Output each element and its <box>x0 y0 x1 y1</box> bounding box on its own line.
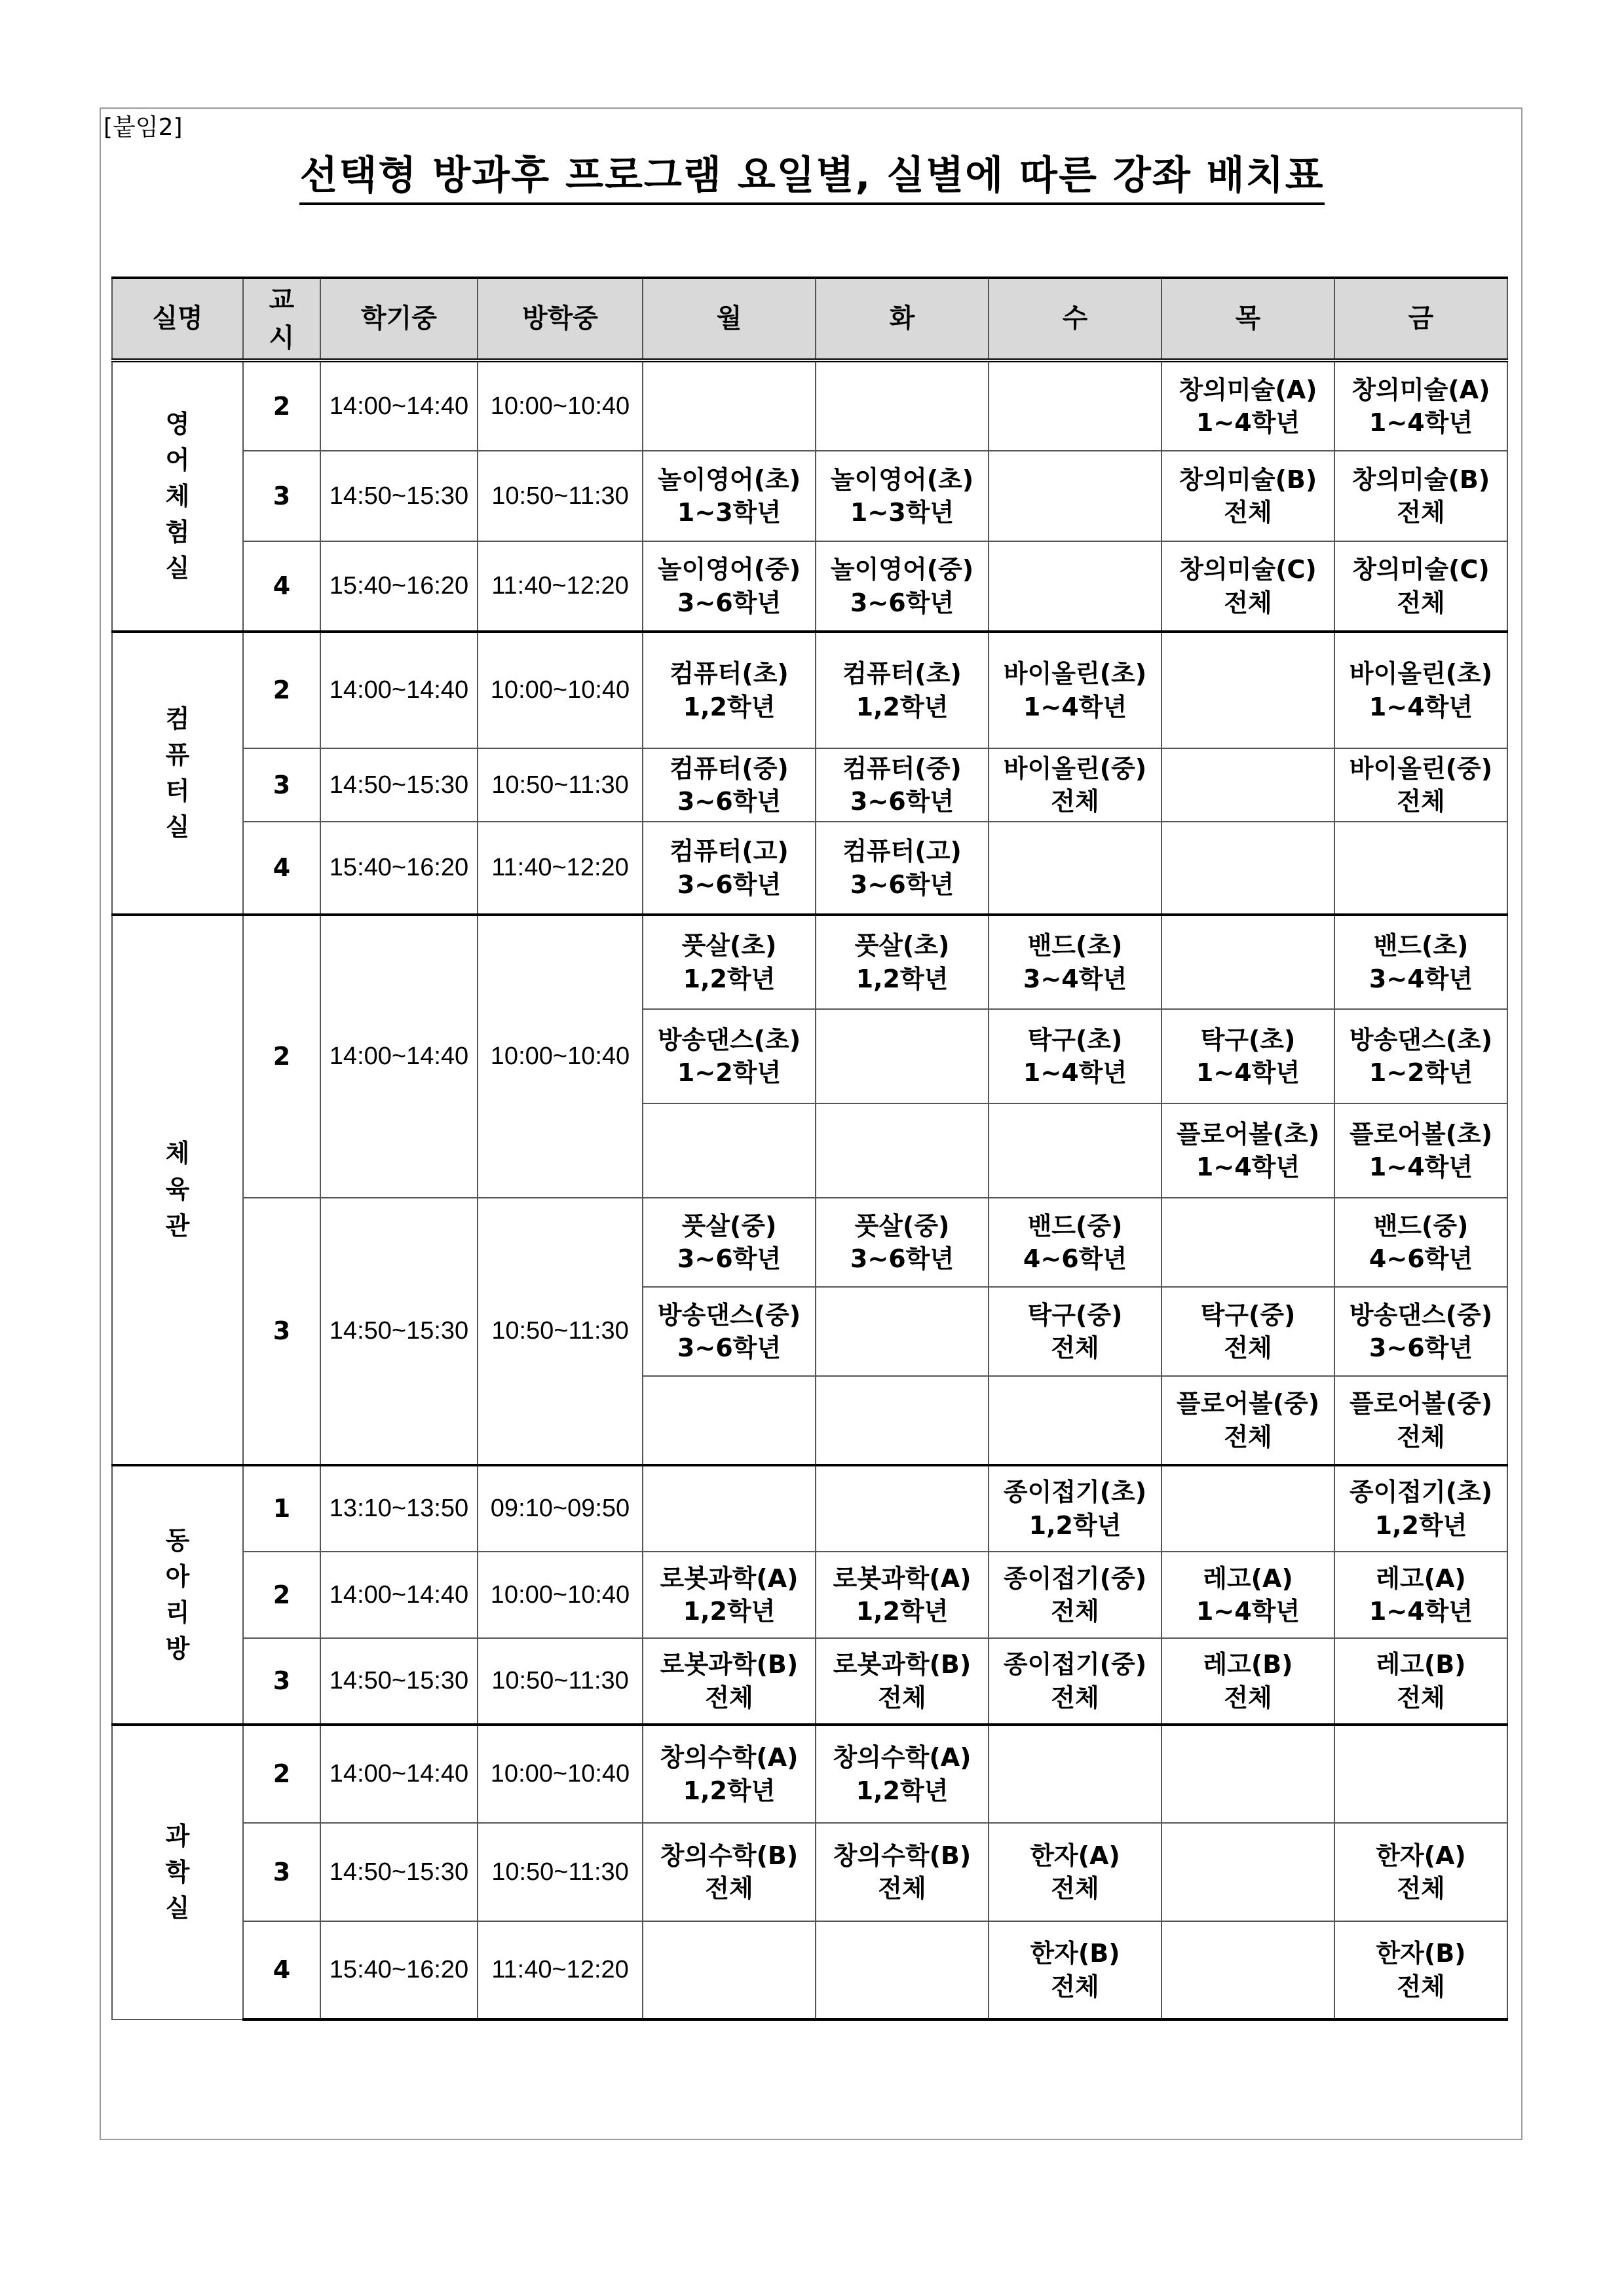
page-title-text: 선택형 방과후 프로그램 요일별, 실별에 따른 강좌 배치표 <box>299 153 1324 205</box>
class-cell <box>643 1725 816 1823</box>
class-cell <box>989 1009 1161 1103</box>
class-cell <box>1161 1009 1334 1103</box>
course-name: 로봇과학(B) <box>833 1650 972 1679</box>
period-cell: 4 <box>243 1921 320 2019</box>
room-gym: 체육관 <box>112 915 243 1465</box>
course-name: 방송댄스(초) <box>657 1025 801 1054</box>
period-cell: 4 <box>243 822 320 915</box>
class-cell <box>989 915 1161 1009</box>
table-row <box>112 541 1507 632</box>
class-cell <box>1161 1376 1334 1465</box>
header-thu: 목 <box>1161 278 1334 360</box>
class-cell <box>816 360 989 451</box>
course-name: 컴퓨터(초) <box>842 659 962 689</box>
course-grade: 3~6학년 <box>677 1333 782 1362</box>
class-cell <box>1334 1921 1507 2019</box>
course-name: 레고(A) <box>1376 1563 1466 1593</box>
class-cell <box>1334 541 1507 632</box>
class-cell <box>989 1376 1161 1465</box>
period-cell: 3 <box>243 451 320 541</box>
class-cell <box>989 1552 1161 1638</box>
course-name: 플로어볼(중) <box>1349 1389 1493 1419</box>
class-cell <box>643 1287 816 1376</box>
semester-time: 14:50~15:30 <box>320 1823 478 1921</box>
course-name: 방송댄스(초) <box>1349 1025 1493 1054</box>
course-grade: 전체 <box>1397 1874 1445 1903</box>
class-cell <box>816 1198 989 1287</box>
class-cell <box>816 451 989 541</box>
course-grade: 1~4학년 <box>1196 1597 1300 1626</box>
course-name: 놀이영어(중) <box>657 555 801 584</box>
course-grade: 전체 <box>1397 588 1445 617</box>
class-cell <box>989 1725 1161 1823</box>
course-grade: 1,2학년 <box>683 1776 776 1805</box>
course-name: 한자(A) <box>1030 1841 1120 1870</box>
class-cell <box>816 1921 989 2019</box>
class-cell <box>1161 1638 1334 1725</box>
course-name: 밴드(초) <box>1027 931 1123 961</box>
period-cell: 2 <box>243 915 320 1198</box>
course-grade: 1,2학년 <box>1029 1510 1122 1540</box>
course-name: 밴드(초) <box>1373 931 1469 961</box>
header-mon: 월 <box>643 278 816 360</box>
class-cell <box>1161 451 1334 541</box>
class-cell <box>1334 1287 1507 1376</box>
course-grade: 전체 <box>1397 1683 1445 1712</box>
class-cell <box>1334 1009 1507 1103</box>
class-cell <box>989 360 1161 451</box>
class-cell <box>816 1823 989 1921</box>
course-name: 탁구(초) <box>1200 1025 1296 1054</box>
class-cell <box>816 1287 989 1376</box>
course-grade: 1~4학년 <box>1369 1153 1473 1181</box>
course-name: 레고(B) <box>1376 1650 1466 1679</box>
class-cell <box>816 632 989 748</box>
period-cell: 3 <box>243 748 320 822</box>
course-grade: 1~3학년 <box>850 498 954 527</box>
course-grade: 3~4학년 <box>1023 964 1127 993</box>
header-row <box>112 278 1507 360</box>
course-name: 종이접기(중) <box>1003 1650 1147 1679</box>
course-name: 창의수학(B) <box>833 1841 972 1870</box>
course-name: 레고(B) <box>1203 1650 1293 1679</box>
class-cell <box>643 1638 816 1725</box>
class-cell <box>816 1552 989 1638</box>
table-row <box>112 1725 1507 1823</box>
course-name: 한자(B) <box>1030 1939 1120 1968</box>
course-grade: 1~4학년 <box>1369 692 1473 721</box>
period-cell: 3 <box>243 1823 320 1921</box>
vacation-time: 09:10~09:50 <box>478 1465 643 1552</box>
class-cell <box>643 1921 816 2019</box>
table-row <box>112 632 1507 748</box>
course-name: 컴퓨터(중) <box>670 754 789 783</box>
course-grade: 3~6학년 <box>850 588 954 617</box>
course-grade: 3~6학년 <box>1369 1333 1473 1362</box>
header-semester: 학기중 <box>320 278 478 360</box>
class-cell <box>1161 541 1334 632</box>
course-name: 플로어볼(중) <box>1176 1389 1320 1419</box>
course-name: 한자(A) <box>1376 1841 1466 1870</box>
class-cell <box>1161 1921 1334 2019</box>
class-cell <box>1334 632 1507 748</box>
course-grade: 전체 <box>1224 1422 1272 1451</box>
course-name: 밴드(중) <box>1027 1211 1123 1240</box>
class-cell <box>989 451 1161 541</box>
vacation-time: 10:50~11:30 <box>478 748 643 822</box>
class-cell <box>643 360 816 451</box>
class-cell <box>1334 822 1507 915</box>
course-grade: 3~6학년 <box>677 787 782 816</box>
class-cell <box>1161 1103 1334 1198</box>
class-cell <box>643 541 816 632</box>
course-grade: 3~6학년 <box>677 870 782 899</box>
class-cell <box>989 1103 1161 1198</box>
header-fri: 금 <box>1334 278 1507 360</box>
class-cell <box>816 1376 989 1465</box>
semester-time: 14:00~14:40 <box>320 1725 478 1823</box>
class-cell <box>1161 1725 1334 1823</box>
class-cell <box>643 1465 816 1552</box>
semester-time: 14:00~14:40 <box>320 360 478 451</box>
class-cell <box>989 822 1161 915</box>
course-grade: 1~4학년 <box>1196 1153 1300 1181</box>
course-grade: 1,2학년 <box>1374 1510 1467 1540</box>
course-name: 창의미술(B) <box>1351 465 1490 494</box>
class-cell <box>1334 1103 1507 1198</box>
course-grade: 전체 <box>1051 1597 1099 1626</box>
course-name: 놀이영어(초) <box>830 465 974 494</box>
class-cell <box>1334 1725 1507 1823</box>
class-cell <box>643 1198 816 1287</box>
course-name: 탁구(중) <box>1200 1300 1296 1330</box>
course-name: 한자(B) <box>1376 1939 1466 1968</box>
class-cell <box>816 541 989 632</box>
room-science: 과학실 <box>112 1725 243 2019</box>
course-name: 방송댄스(중) <box>1349 1300 1493 1330</box>
class-cell <box>1161 1465 1334 1552</box>
course-name: 풋살(중) <box>681 1211 777 1240</box>
semester-time: 14:00~14:40 <box>320 915 478 1198</box>
class-cell <box>989 1198 1161 1287</box>
vacation-time: 10:50~11:30 <box>478 1198 643 1465</box>
class-cell <box>643 822 816 915</box>
class-cell <box>816 1009 989 1103</box>
period-cell: 3 <box>243 1198 320 1465</box>
course-grade: 1~4학년 <box>1023 692 1127 721</box>
vacation-time: 11:40~12:20 <box>478 541 643 632</box>
class-cell <box>643 1376 816 1465</box>
class-cell <box>989 1638 1161 1725</box>
course-grade: 전체 <box>1224 1683 1272 1712</box>
class-cell <box>989 748 1161 822</box>
course-name: 풋살(초) <box>854 931 950 961</box>
schedule-table <box>111 277 1508 2021</box>
class-cell <box>1334 1376 1507 1465</box>
table-row <box>112 1921 1507 2019</box>
course-name: 창의수학(A) <box>833 1743 972 1772</box>
course-name: 컴퓨터(고) <box>842 837 962 866</box>
course-grade: 전체 <box>1224 588 1272 617</box>
course-name: 바이올린(초) <box>1003 659 1147 689</box>
period-cell: 4 <box>243 541 320 632</box>
class-cell <box>816 822 989 915</box>
semester-time: 14:50~15:30 <box>320 1638 478 1725</box>
course-grade: 전체 <box>1051 787 1099 816</box>
header-wed: 수 <box>989 278 1161 360</box>
table-row <box>112 915 1507 1009</box>
header-period: 교시 <box>243 278 320 360</box>
course-grade: 1,2학년 <box>683 692 776 721</box>
course-grade: 3~4학년 <box>1369 964 1473 993</box>
class-cell <box>1161 1287 1334 1376</box>
class-cell <box>1161 1552 1334 1638</box>
vacation-time: 10:50~11:30 <box>478 451 643 541</box>
course-name: 바이올린(중) <box>1003 754 1147 783</box>
course-name: 바이올린(초) <box>1349 659 1493 689</box>
class-cell <box>816 915 989 1009</box>
table-row <box>112 1198 1507 1287</box>
course-grade: 1,2학년 <box>683 964 776 993</box>
vacation-time: 10:00~10:40 <box>478 915 643 1198</box>
table-row <box>112 1552 1507 1638</box>
period-cell: 2 <box>243 360 320 451</box>
class-cell <box>643 632 816 748</box>
period-cell: 2 <box>243 1725 320 1823</box>
course-grade: 1~4학년 <box>1196 1058 1300 1087</box>
course-name: 플로어볼(초) <box>1176 1119 1320 1149</box>
class-cell <box>1161 748 1334 822</box>
class-cell <box>816 1103 989 1198</box>
course-grade: 전체 <box>705 1683 753 1712</box>
attachment-label: [붙임2] <box>104 114 183 141</box>
class-cell <box>1334 1198 1507 1287</box>
course-grade: 전체 <box>1397 498 1445 527</box>
room-club: 동아리방 <box>112 1465 243 1725</box>
header-vacation: 방학중 <box>478 278 643 360</box>
class-cell <box>1161 360 1334 451</box>
course-grade: 전체 <box>1397 787 1445 816</box>
semester-time: 15:40~16:20 <box>320 1921 478 2019</box>
class-cell <box>816 1725 989 1823</box>
course-grade: 1~4학년 <box>1023 1058 1127 1087</box>
class-cell <box>989 632 1161 748</box>
course-grade: 1,2학년 <box>856 692 949 721</box>
course-grade: 전체 <box>1397 1972 1445 2001</box>
course-name: 레고(A) <box>1203 1563 1293 1593</box>
vacation-time: 11:40~12:20 <box>478 1921 643 2019</box>
header-room: 실명 <box>112 278 243 360</box>
semester-time: 14:50~15:30 <box>320 1198 478 1465</box>
course-name: 방송댄스(중) <box>657 1300 801 1330</box>
course-grade: 전체 <box>1051 1333 1099 1362</box>
vacation-time: 10:00~10:40 <box>478 1725 643 1823</box>
class-cell <box>1161 1198 1334 1287</box>
class-cell <box>643 748 816 822</box>
course-grade: 3~6학년 <box>677 1244 782 1273</box>
table-row <box>112 1823 1507 1921</box>
semester-time: 14:50~15:30 <box>320 451 478 541</box>
course-grade: 전체 <box>705 1874 753 1903</box>
period-cell: 1 <box>243 1465 320 1552</box>
course-grade: 전체 <box>878 1683 926 1712</box>
class-cell <box>816 748 989 822</box>
class-cell <box>989 541 1161 632</box>
course-name: 로봇과학(A) <box>833 1563 972 1593</box>
course-name: 창의미술(C) <box>1179 555 1317 584</box>
course-name: 컴퓨터(초) <box>670 659 789 689</box>
course-name: 탁구(중) <box>1027 1300 1123 1330</box>
course-grade: 전체 <box>1224 1333 1272 1362</box>
vacation-time: 10:00~10:40 <box>478 632 643 748</box>
class-cell <box>1334 1638 1507 1725</box>
table-row <box>112 451 1507 541</box>
period-cell: 2 <box>243 632 320 748</box>
class-cell <box>643 1823 816 1921</box>
course-grade: 1,2학년 <box>856 1597 949 1626</box>
course-name: 로봇과학(A) <box>660 1563 799 1593</box>
course-name: 창의미술(A) <box>1179 375 1317 404</box>
course-grade: 3~6학년 <box>677 588 782 617</box>
course-name: 종이접기(초) <box>1349 1478 1493 1507</box>
course-name: 종이접기(중) <box>1003 1563 1147 1593</box>
course-name: 풋살(중) <box>854 1211 950 1240</box>
class-cell <box>989 1921 1161 2019</box>
course-grade: 전체 <box>1224 498 1272 527</box>
vacation-time: 10:00~10:40 <box>478 1552 643 1638</box>
vacation-time: 11:40~12:20 <box>478 822 643 915</box>
table-row <box>112 1638 1507 1725</box>
course-grade: 1~3학년 <box>677 498 782 527</box>
period-cell: 3 <box>243 1638 320 1725</box>
course-grade: 1~4학년 <box>1196 408 1300 437</box>
class-cell <box>816 1638 989 1725</box>
class-cell <box>1161 822 1334 915</box>
course-name: 종이접기(초) <box>1003 1478 1147 1507</box>
vacation-time: 10:50~11:30 <box>478 1638 643 1725</box>
course-grade: 1,2학년 <box>683 1597 776 1626</box>
course-name: 창의미술(C) <box>1352 555 1490 584</box>
course-grade: 3~6학년 <box>850 1244 954 1273</box>
course-grade: 전체 <box>1051 1972 1099 2001</box>
table-row <box>112 822 1507 915</box>
course-name: 컴퓨터(고) <box>670 837 789 866</box>
course-name: 창의수학(B) <box>660 1841 799 1870</box>
room-english: 영어체험실 <box>112 360 243 632</box>
class-cell <box>1161 1823 1334 1921</box>
course-grade: 1,2학년 <box>856 1776 949 1805</box>
course-grade: 전체 <box>1051 1683 1099 1712</box>
course-grade: 3~6학년 <box>850 870 954 899</box>
class-cell <box>1161 915 1334 1009</box>
class-cell <box>643 1103 816 1198</box>
course-grade: 1~4학년 <box>1369 408 1473 437</box>
semester-time: 13:10~13:50 <box>320 1465 478 1552</box>
class-cell <box>1334 1465 1507 1552</box>
course-name: 놀이영어(중) <box>830 555 974 584</box>
class-cell <box>816 1465 989 1552</box>
class-cell <box>643 1009 816 1103</box>
class-cell <box>989 1287 1161 1376</box>
course-grade: 1~2학년 <box>677 1058 782 1087</box>
table-row <box>112 748 1507 822</box>
class-cell <box>643 1552 816 1638</box>
semester-time: 14:00~14:40 <box>320 1552 478 1638</box>
page-title <box>0 144 1624 201</box>
class-cell <box>1161 632 1334 748</box>
vacation-time: 10:50~11:30 <box>478 1823 643 1921</box>
vacation-time: 10:00~10:40 <box>478 360 643 451</box>
semester-time: 15:40~16:20 <box>320 822 478 915</box>
semester-time: 14:00~14:40 <box>320 632 478 748</box>
class-cell <box>989 1465 1161 1552</box>
course-grade: 4~6학년 <box>1023 1244 1127 1273</box>
class-cell <box>1334 360 1507 451</box>
class-cell <box>1334 915 1507 1009</box>
class-cell <box>1334 1552 1507 1638</box>
course-grade: 전체 <box>1051 1874 1099 1903</box>
course-grade: 3~6학년 <box>850 787 954 816</box>
semester-time: 14:50~15:30 <box>320 748 478 822</box>
course-grade: 1~4학년 <box>1369 1597 1473 1626</box>
class-cell <box>1334 451 1507 541</box>
course-name: 창의수학(A) <box>660 1743 799 1772</box>
course-name: 바이올린(중) <box>1349 754 1493 783</box>
class-cell <box>643 915 816 1009</box>
course-name: 밴드(중) <box>1373 1211 1469 1240</box>
course-name: 놀이영어(초) <box>657 465 801 494</box>
course-grade: 1,2학년 <box>856 964 949 993</box>
course-name: 탁구(초) <box>1027 1025 1123 1054</box>
course-name: 창의미술(B) <box>1179 465 1317 494</box>
course-name: 컴퓨터(중) <box>842 754 962 783</box>
table-row <box>112 360 1507 451</box>
period-cell: 2 <box>243 1552 320 1638</box>
course-name: 플로어볼(초) <box>1349 1119 1493 1149</box>
room-computer: 컴퓨터실 <box>112 632 243 915</box>
header-tue: 화 <box>816 278 989 360</box>
course-grade: 전체 <box>878 1874 926 1903</box>
course-grade: 전체 <box>1397 1422 1445 1451</box>
course-grade: 1~2학년 <box>1369 1058 1473 1087</box>
semester-time: 15:40~16:20 <box>320 541 478 632</box>
course-name: 창의미술(A) <box>1351 375 1490 404</box>
course-grade: 4~6학년 <box>1369 1244 1473 1273</box>
class-cell <box>989 1823 1161 1921</box>
table-row <box>112 1465 1507 1552</box>
class-cell <box>1334 1823 1507 1921</box>
class-cell <box>643 451 816 541</box>
course-name: 로봇과학(B) <box>660 1650 799 1679</box>
course-name: 풋살(초) <box>681 931 777 961</box>
class-cell <box>1334 748 1507 822</box>
